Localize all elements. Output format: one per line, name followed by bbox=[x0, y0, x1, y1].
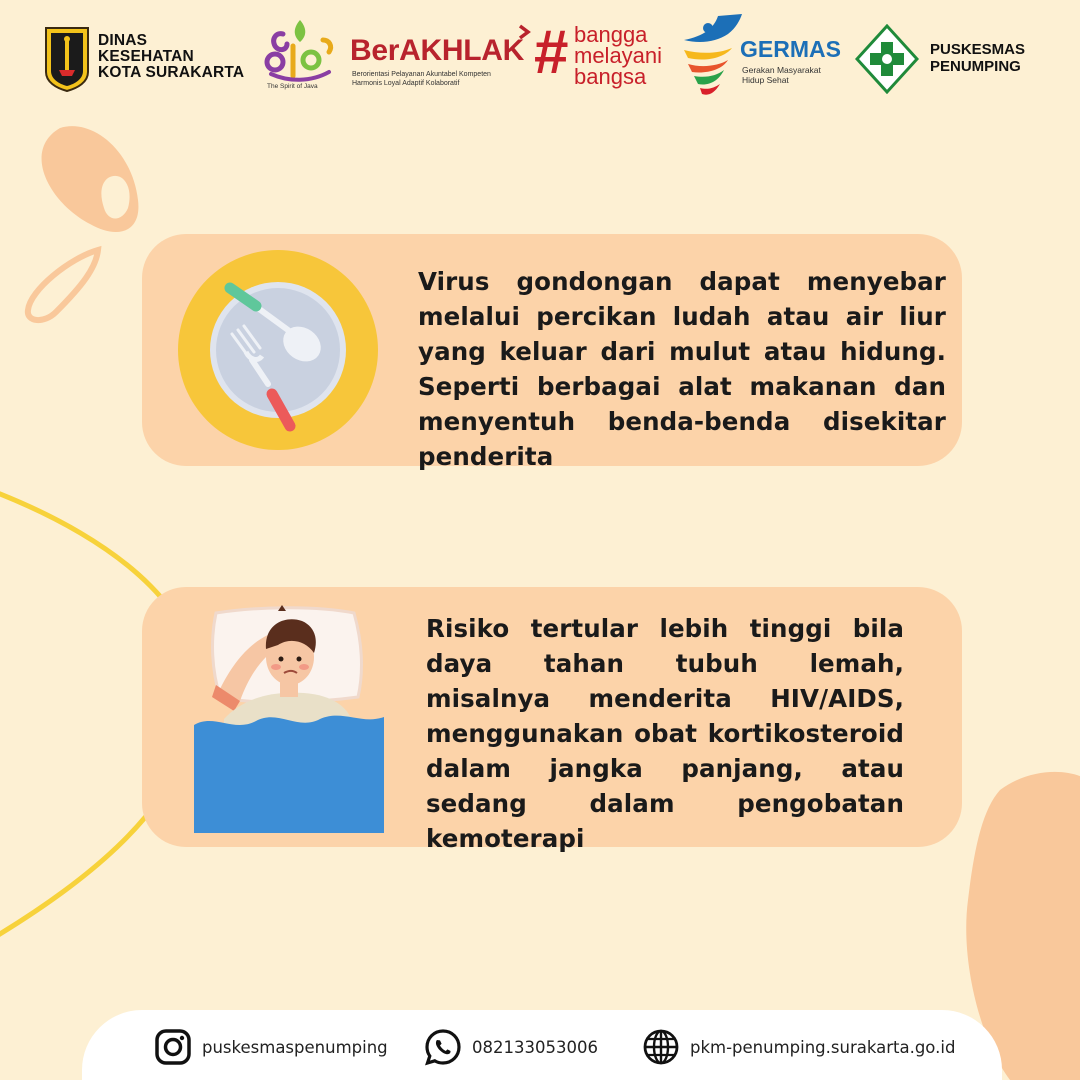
chevron-right-icon bbox=[516, 24, 532, 40]
whatsapp-icon bbox=[424, 1028, 462, 1066]
puskesmas-cross-icon bbox=[855, 24, 919, 94]
card-1-text: Virus gondongan dapat menyebar melalui percikan ludah atau air liur yang keluar dari mulut atau hidung. Seperti berbagai alat makanan dan menyentuh benda-benda disekitar penderita bbox=[418, 267, 946, 471]
bangga-line-1: bangga bbox=[574, 22, 648, 47]
instagram-contact[interactable] bbox=[154, 1026, 388, 1068]
logo-puskesmas bbox=[855, 24, 1045, 94]
dinas-line-2: KESEHATAN bbox=[98, 48, 194, 65]
solo-logo-icon bbox=[263, 18, 337, 82]
germas-sub-1: Gerakan Masyarakat bbox=[742, 65, 821, 75]
card-2-text: Risiko tertular lebih tinggi bila daya tahan tubuh lemah, misalnya menderita HIV/AIDS, menggunakan obat kortikosteroid dalam jangka panjang, atau sedang dalam pengobatan kemoterapi bbox=[426, 614, 904, 853]
logo-germas bbox=[678, 14, 850, 96]
dinas-line-3: KOTA SURAKARTA bbox=[98, 64, 245, 81]
website-url: pkm-penumping.surakarta.go.id bbox=[690, 1037, 956, 1057]
dinas-line-1: DINAS bbox=[98, 32, 148, 49]
germas-word: GERMAS bbox=[740, 36, 841, 62]
instagram-handle: puskesmaspenumping bbox=[202, 1037, 388, 1057]
globe-icon bbox=[642, 1028, 680, 1066]
instagram-icon bbox=[154, 1028, 192, 1066]
whatsapp-contact[interactable] bbox=[424, 1026, 598, 1068]
info-card-risk bbox=[142, 587, 962, 853]
logo-berakhlak bbox=[350, 24, 540, 90]
berakhlak-word: BerAKHLAK bbox=[350, 34, 524, 67]
bangga-line-2: melayani bbox=[574, 43, 663, 68]
logo-dinas-kesehatan bbox=[44, 26, 259, 92]
hash-symbol: # bbox=[534, 18, 569, 87]
shield-emblem-icon bbox=[44, 26, 90, 92]
berakhlak-sub-2: Harmonis Loyal Adaptif Kolaboratif bbox=[352, 80, 460, 87]
logo-bangga-melayani-bangsa bbox=[534, 18, 674, 92]
logo-solo bbox=[263, 18, 337, 96]
berakhlak-sub-1: Berorientasi Pelayanan Akuntabel Kompeten bbox=[352, 71, 491, 78]
sick-person-icon bbox=[194, 601, 384, 833]
germas-swirl-icon bbox=[678, 14, 742, 96]
header-logos bbox=[0, 0, 1080, 110]
plate-cutlery-icon bbox=[176, 248, 380, 452]
puskesmas-line-1: PUSKESMAS bbox=[930, 41, 1026, 58]
germas-sub-2: Hidup Sehat bbox=[742, 75, 789, 85]
whatsapp-number: 082133053006 bbox=[472, 1037, 598, 1057]
puskesmas-line-2: PENUMPING bbox=[930, 58, 1021, 75]
website-contact[interactable] bbox=[642, 1026, 955, 1068]
solo-tagline: The Spirit of Java bbox=[267, 83, 318, 90]
bangga-line-3: bangsa bbox=[574, 64, 647, 89]
contact-footer bbox=[82, 1010, 1002, 1080]
info-card-transmission bbox=[142, 234, 962, 471]
